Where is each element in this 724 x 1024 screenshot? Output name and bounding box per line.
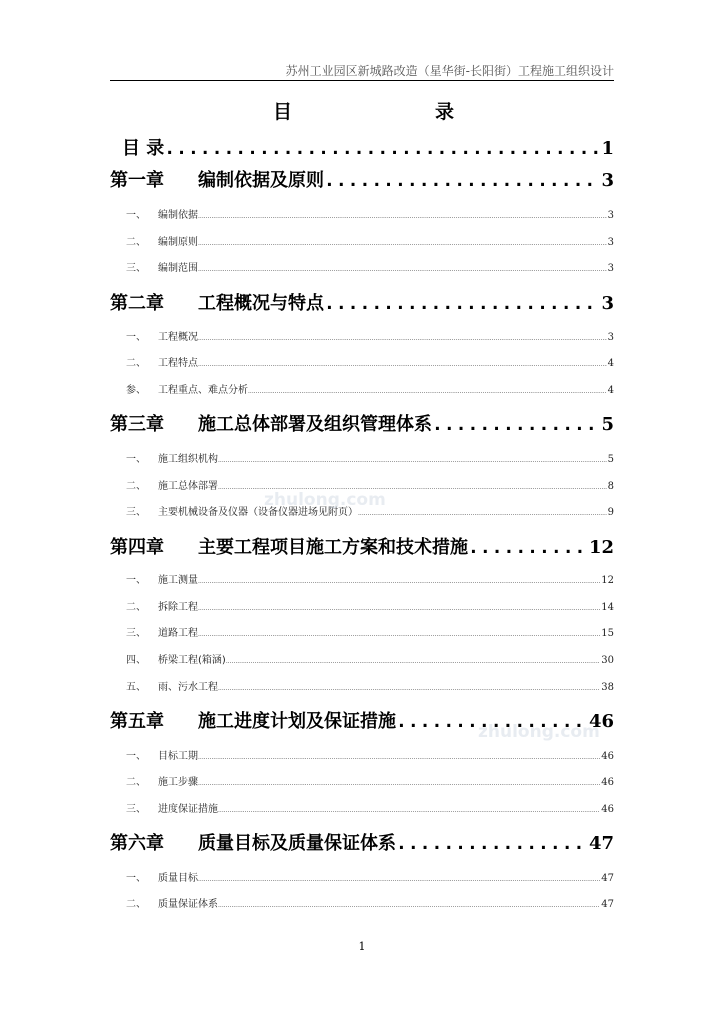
section-number: 参、 bbox=[126, 385, 146, 396]
toc-page-number: 47 bbox=[601, 899, 614, 910]
toc-section-entry[interactable] bbox=[126, 354, 614, 370]
toc-page-number: 8 bbox=[607, 481, 614, 492]
chapter-title: 主要工程项目施工方案和技术措施 bbox=[198, 537, 468, 558]
toc-section-entry[interactable] bbox=[126, 233, 614, 249]
dot-leader bbox=[198, 876, 600, 883]
toc-page-number: 3 bbox=[601, 293, 614, 314]
toc-chapter-entry[interactable] bbox=[110, 829, 614, 855]
chapter-title: 施工总体部署及组织管理体系 bbox=[198, 414, 432, 435]
section-title: 进度保证措施 bbox=[158, 804, 218, 815]
section-number: 五、 bbox=[126, 682, 146, 693]
toc-chapter-entry[interactable] bbox=[110, 289, 614, 315]
toc-section-entry[interactable] bbox=[126, 503, 614, 519]
section-number: 二、 bbox=[126, 777, 146, 788]
toc-section-entry[interactable] bbox=[126, 598, 614, 614]
section-number: 二、 bbox=[126, 481, 146, 492]
dot-leader bbox=[324, 293, 599, 314]
dot-leader bbox=[164, 138, 599, 159]
toc-chapter-entry[interactable] bbox=[110, 166, 614, 192]
section-title: 道路工程 bbox=[158, 628, 198, 639]
section-number: 二、 bbox=[126, 237, 146, 248]
section-title: 工程重点、难点分析 bbox=[158, 385, 248, 396]
page-number: 1 bbox=[358, 940, 366, 953]
toc-page-number: 3 bbox=[607, 263, 614, 274]
toc-section-entry[interactable] bbox=[126, 450, 614, 466]
dot-leader bbox=[358, 510, 607, 517]
section-number: 一、 bbox=[126, 751, 146, 762]
dot-leader bbox=[198, 361, 607, 368]
dot-leader bbox=[248, 388, 607, 395]
toc-section-entry[interactable] bbox=[126, 206, 614, 222]
toc-section-entry[interactable] bbox=[126, 571, 614, 587]
toc-title-char-2: 录 bbox=[435, 101, 455, 123]
toc-page-number: 46 bbox=[601, 751, 614, 762]
toc-page-number: 46 bbox=[601, 777, 614, 788]
section-title: 施工测量 bbox=[158, 575, 198, 586]
chapter-number: 第三章 bbox=[110, 414, 164, 435]
toc-page-number: 3 bbox=[607, 332, 614, 343]
toc-page-number: 5 bbox=[601, 414, 614, 435]
section-title: 拆除工程 bbox=[158, 602, 198, 613]
toc-section-entry[interactable] bbox=[126, 747, 614, 763]
chapter-number: 第四章 bbox=[110, 537, 164, 558]
section-number: 二、 bbox=[126, 899, 146, 910]
section-number: 一、 bbox=[126, 332, 146, 343]
dot-leader bbox=[218, 807, 600, 814]
toc-section-entry[interactable] bbox=[126, 678, 614, 694]
toc-page-number: 30 bbox=[601, 655, 614, 666]
toc-chapter-entry[interactable] bbox=[110, 707, 614, 733]
toc-section-entry[interactable] bbox=[126, 328, 614, 344]
dot-leader bbox=[198, 605, 600, 612]
chapter-number: 第五章 bbox=[110, 711, 164, 732]
section-title: 施工步骤 bbox=[158, 777, 198, 788]
section-number: 三、 bbox=[126, 507, 146, 518]
dot-leader bbox=[218, 902, 600, 909]
chapter-number: 第二章 bbox=[110, 293, 164, 314]
toc-page-number: 46 bbox=[601, 804, 614, 815]
running-header: 苏州工业园区新城路改造（星华街-长阳街）工程施工组织设计 bbox=[285, 64, 614, 78]
toc-page-number: 38 bbox=[601, 682, 614, 693]
section-number: 一、 bbox=[126, 575, 146, 586]
section-number: 三、 bbox=[126, 263, 146, 274]
section-number: 二、 bbox=[126, 602, 146, 613]
toc-page-number: 3 bbox=[607, 237, 614, 248]
chapter-title: 工程概况与特点 bbox=[198, 293, 324, 314]
section-title: 施工组织机构 bbox=[158, 454, 218, 465]
toc-section-entry[interactable] bbox=[126, 773, 614, 789]
toc-chapter-entry[interactable] bbox=[110, 410, 614, 436]
toc-page-number: 14 bbox=[601, 602, 614, 613]
toc-page-number: 3 bbox=[601, 170, 614, 191]
dot-leader bbox=[218, 484, 607, 491]
section-title: 编制范围 bbox=[158, 263, 198, 274]
dot-leader bbox=[218, 457, 607, 464]
dot-leader bbox=[198, 266, 607, 273]
section-title: 目标工期 bbox=[158, 751, 198, 762]
toc-section-entry[interactable] bbox=[126, 259, 614, 275]
dot-leader bbox=[198, 213, 607, 220]
chapter-title: 质量目标及质量保证体系 bbox=[198, 833, 396, 854]
chapter-title: 施工进度计划及保证措施 bbox=[198, 711, 396, 732]
section-title: 桥梁工程(箱涵) bbox=[158, 655, 226, 666]
dot-leader bbox=[198, 780, 600, 787]
toc-page-number: 9 bbox=[607, 507, 614, 518]
toc-title-char-1: 目 bbox=[273, 101, 293, 123]
watermark-logo: zhulong.com bbox=[264, 490, 386, 510]
dot-leader bbox=[226, 658, 600, 665]
toc-page-number: 12 bbox=[588, 537, 614, 558]
section-number: 三、 bbox=[126, 628, 146, 639]
section-title: 工程概况 bbox=[158, 332, 198, 343]
toc-section-entry[interactable] bbox=[126, 651, 614, 667]
section-number: 一、 bbox=[126, 873, 146, 884]
toc-section-entry[interactable] bbox=[126, 477, 614, 493]
section-number: 一、 bbox=[126, 210, 146, 221]
chapter-number: 目 录 bbox=[122, 138, 165, 159]
toc-section-entry[interactable] bbox=[126, 869, 614, 885]
toc-page-number: 5 bbox=[607, 454, 614, 465]
chapter-number: 第六章 bbox=[110, 833, 164, 854]
dot-leader bbox=[432, 414, 599, 435]
section-title: 雨、污水工程 bbox=[158, 682, 218, 693]
toc-page-number: 47 bbox=[588, 833, 614, 854]
section-title: 质量目标 bbox=[158, 873, 198, 884]
dot-leader bbox=[198, 578, 600, 585]
toc-section-entry[interactable] bbox=[126, 895, 614, 911]
section-number: 四、 bbox=[126, 655, 146, 666]
toc-page-number: 46 bbox=[588, 711, 614, 732]
dot-leader bbox=[396, 833, 587, 854]
toc-section-entry[interactable] bbox=[126, 624, 614, 640]
section-number: 二、 bbox=[126, 358, 146, 369]
chapter-title: 编制依据及原则 bbox=[198, 170, 324, 191]
section-title: 施工总体部署 bbox=[158, 481, 218, 492]
section-title: 编制原则 bbox=[158, 237, 198, 248]
section-title: 工程特点 bbox=[158, 358, 198, 369]
section-number: 一、 bbox=[126, 454, 146, 465]
section-title: 编制依据 bbox=[158, 210, 198, 221]
toc-page-number: 12 bbox=[601, 575, 614, 586]
toc-page-number: 3 bbox=[607, 210, 614, 221]
section-title: 质量保证体系 bbox=[158, 899, 218, 910]
toc-page-number: 15 bbox=[601, 628, 614, 639]
dot-leader bbox=[198, 335, 607, 342]
toc-section-entry[interactable] bbox=[126, 800, 614, 816]
section-title: 主要机械设备及仪器（设备仪器进场见附页） bbox=[158, 507, 358, 518]
watermark-logo: zhulong.com bbox=[478, 722, 600, 742]
dot-leader bbox=[218, 685, 600, 692]
dot-leader bbox=[198, 631, 600, 638]
toc-page-number: 1 bbox=[601, 138, 614, 159]
toc-section-entry[interactable] bbox=[126, 381, 614, 397]
toc-chapter-entry[interactable] bbox=[122, 134, 614, 160]
dot-leader bbox=[324, 170, 599, 191]
toc-chapter-entry[interactable] bbox=[110, 533, 614, 559]
toc-page-number: 4 bbox=[607, 358, 614, 369]
dot-leader bbox=[198, 754, 600, 761]
chapter-number: 第一章 bbox=[110, 170, 164, 191]
section-number: 三、 bbox=[126, 804, 146, 815]
dot-leader bbox=[468, 537, 587, 558]
toc-page-number: 4 bbox=[607, 385, 614, 396]
toc-page-number: 47 bbox=[601, 873, 614, 884]
dot-leader bbox=[396, 711, 587, 732]
dot-leader bbox=[198, 240, 607, 247]
